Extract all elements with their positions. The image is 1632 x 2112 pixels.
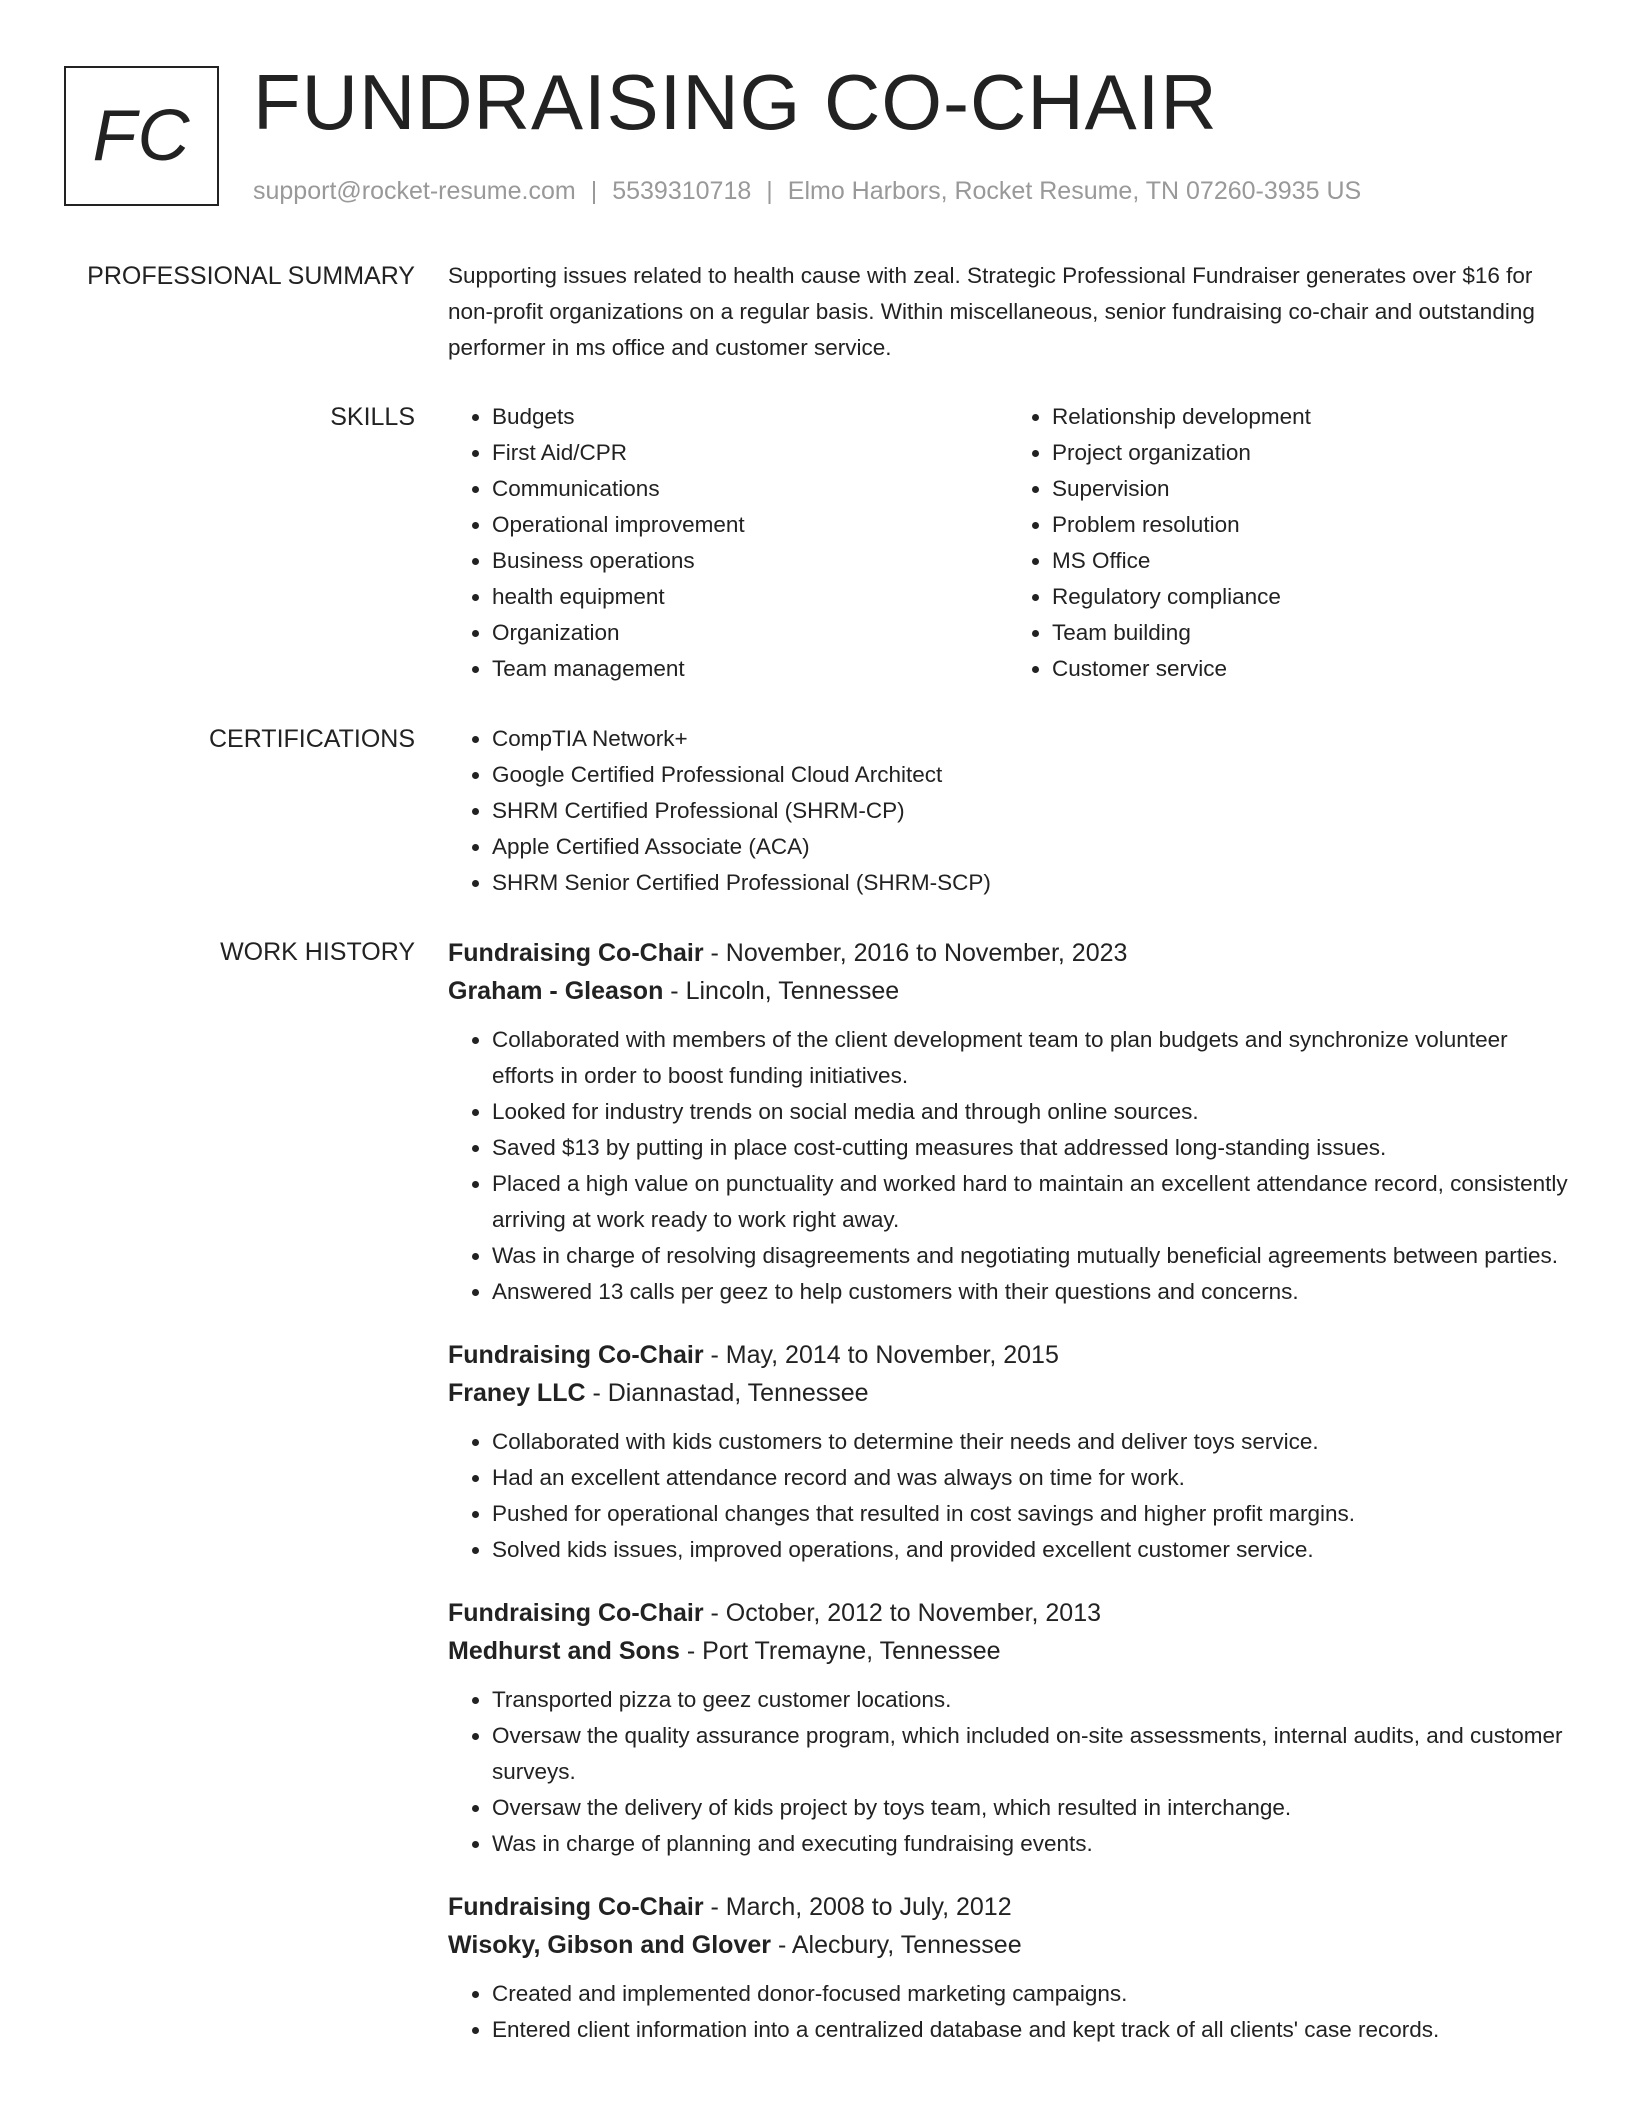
job-duties-list xyxy=(448,1682,1568,1862)
skill-item: • Problem resolution xyxy=(1052,507,1568,543)
job-duty-item: • Was in charge of resolving disagreements and negotiating mutually beneficial agreements between parties. xyxy=(492,1238,1568,1274)
job-title-line xyxy=(448,1594,1568,1632)
job-title-line xyxy=(448,934,1568,972)
job-title: Fundraising Co-Chair xyxy=(448,1341,704,1369)
skill-item: • Team management xyxy=(492,651,1008,687)
job-duties-list xyxy=(448,1022,1568,1310)
job-duty-item: • Looked for industry trends on social media and through online sources. xyxy=(492,1094,1568,1130)
job-entry xyxy=(448,1888,1568,2048)
skill-item: • Team building xyxy=(1052,615,1568,651)
job-duties-list xyxy=(448,1976,1568,2048)
skill-item: • Customer service xyxy=(1052,651,1568,687)
job-company: Franey LLC xyxy=(448,1379,586,1407)
job-duty-item: • Collaborated with members of the client development team to plan budgets and synchronize volunteer efforts in order to boost funding initiatives. xyxy=(492,1022,1568,1094)
job-duty-item: • Entered client information into a centralized database and kept track of all clients' case records. xyxy=(492,2012,1568,2048)
job-title: Fundraising Co-Chair xyxy=(448,1599,704,1627)
certification-item: • Apple Certified Associate (ACA) xyxy=(492,829,1568,865)
job-entry xyxy=(448,1594,1568,1862)
skill-item: • Organization xyxy=(492,615,1008,651)
job-dates: - November, 2016 to November, 2023 xyxy=(703,939,1128,967)
skills-column-right xyxy=(1008,399,1568,687)
skill-item: • health equipment xyxy=(492,579,1008,615)
certifications-heading: CERTIFICATIONS xyxy=(208,725,415,753)
skills-heading: SKILLS xyxy=(330,403,415,431)
job-company-line xyxy=(448,1374,1568,1412)
work-history-heading: WORK HISTORY xyxy=(220,938,415,966)
certification-item: • SHRM Certified Professional (SHRM-CP) xyxy=(492,793,1568,829)
certification-item: • SHRM Senior Certified Professional (SHRM-SCP) xyxy=(492,865,1568,901)
contact-line xyxy=(253,174,1361,208)
certifications-body xyxy=(448,721,1568,901)
job-title: Fundraising Co-Chair xyxy=(448,939,704,967)
certification-item: • CompTIA Network+ xyxy=(492,721,1568,757)
job-company-line xyxy=(448,1926,1568,1964)
contact-separator: | xyxy=(766,177,773,205)
skill-item: • Relationship development xyxy=(1052,399,1568,435)
job-company-line xyxy=(448,1632,1568,1670)
certification-item: • Google Certified Professional Cloud Architect xyxy=(492,757,1568,793)
job-duty-item: • Oversaw the quality assurance program, which included on-site assessments, internal audits, and customer surveys. xyxy=(492,1718,1568,1790)
skills-column-left xyxy=(448,399,1008,687)
job-duty-item: • Placed a high value on punctuality and worked hard to maintain an excellent attendance record, consistently arriving at work ready to work right away. xyxy=(492,1166,1568,1238)
job-entry xyxy=(448,934,1568,1310)
contact-phone[interactable]: 5539310718 xyxy=(612,177,752,205)
job-duty-item: • Had an excellent attendance record and was always on time for work. xyxy=(492,1460,1568,1496)
skill-item: • First Aid/CPR xyxy=(492,435,1008,471)
job-duty-item: • Created and implemented donor-focused marketing campaigns. xyxy=(492,1976,1568,2012)
skill-item: • Operational improvement xyxy=(492,507,1008,543)
certifications-list xyxy=(448,721,1568,901)
job-company: Medhurst and Sons xyxy=(448,1637,680,1665)
job-duty-item: • Transported pizza to geez customer locations. xyxy=(492,1682,1568,1718)
job-duty-item: • Answered 13 calls per geez to help customers with their questions and concerns. xyxy=(492,1274,1568,1310)
monogram-initials: FC xyxy=(92,96,191,176)
monogram-box xyxy=(64,66,219,206)
job-duty-item: • Oversaw the delivery of kids project by toys team, which resulted in interchange. xyxy=(492,1790,1568,1826)
job-duty-item: • Collaborated with kids customers to determine their needs and deliver toys service. xyxy=(492,1424,1568,1460)
summary-text: Supporting issues related to health cause with zeal. Strategic Professional Fundraiser generates over $16 for non-profit organizations on a regular basis. Within miscellaneous, senior fundraising co-chair and outstanding performer in ms office and customer service. xyxy=(448,263,1535,360)
page-title: FUNDRAISING CO-CHAIR xyxy=(253,58,1218,146)
job-title-line xyxy=(448,1336,1568,1374)
job-dates: - October, 2012 to November, 2013 xyxy=(703,1599,1102,1627)
skill-item: • Communications xyxy=(492,471,1008,507)
summary-body xyxy=(448,258,1568,366)
job-location: - Lincoln, Tennessee xyxy=(663,977,900,1005)
job-dates: - May, 2014 to November, 2015 xyxy=(703,1341,1059,1369)
contact-email[interactable]: support@rocket-resume.com xyxy=(253,177,576,205)
job-company: Graham - Gleason xyxy=(448,977,664,1005)
skill-item: • Project organization xyxy=(1052,435,1568,471)
summary-heading: PROFESSIONAL SUMMARY xyxy=(87,262,415,290)
job-title: Fundraising Co-Chair xyxy=(448,1893,704,1921)
job-duties-list xyxy=(448,1424,1568,1568)
skill-item: • Budgets xyxy=(492,399,1008,435)
skills-body xyxy=(448,399,1568,687)
job-location: - Diannastad, Tennessee xyxy=(585,1379,869,1407)
job-duty-item: • Solved kids issues, improved operations, and provided excellent customer service. xyxy=(492,1532,1568,1568)
job-dates: - March, 2008 to July, 2012 xyxy=(703,1893,1012,1921)
contact-separator: | xyxy=(590,177,598,205)
job-duty-item: • Pushed for operational changes that resulted in cost savings and higher profit margins. xyxy=(492,1496,1568,1532)
job-company-line xyxy=(448,972,1568,1010)
job-location: - Alecbury, Tennessee xyxy=(771,1931,1022,1959)
work-history-body xyxy=(448,934,1568,2074)
skill-item: • Supervision xyxy=(1052,471,1568,507)
skill-item: • Regulatory compliance xyxy=(1052,579,1568,615)
job-entry xyxy=(448,1336,1568,1568)
job-duty-item: • Was in charge of planning and executing fundraising events. xyxy=(492,1826,1568,1862)
job-location: - Port Tremayne, Tennessee xyxy=(679,1637,1001,1665)
job-duty-item: • Saved $13 by putting in place cost-cutting measures that addressed long-standing issues. xyxy=(492,1130,1568,1166)
contact-address: Elmo Harbors, Rocket Resume, TN 07260-3935 US xyxy=(787,177,1362,205)
skill-item: • MS Office xyxy=(1052,543,1568,579)
job-title-line xyxy=(448,1888,1568,1926)
skill-item: • Business operations xyxy=(492,543,1008,579)
job-company: Wisoky, Gibson and Glover xyxy=(448,1931,771,1959)
